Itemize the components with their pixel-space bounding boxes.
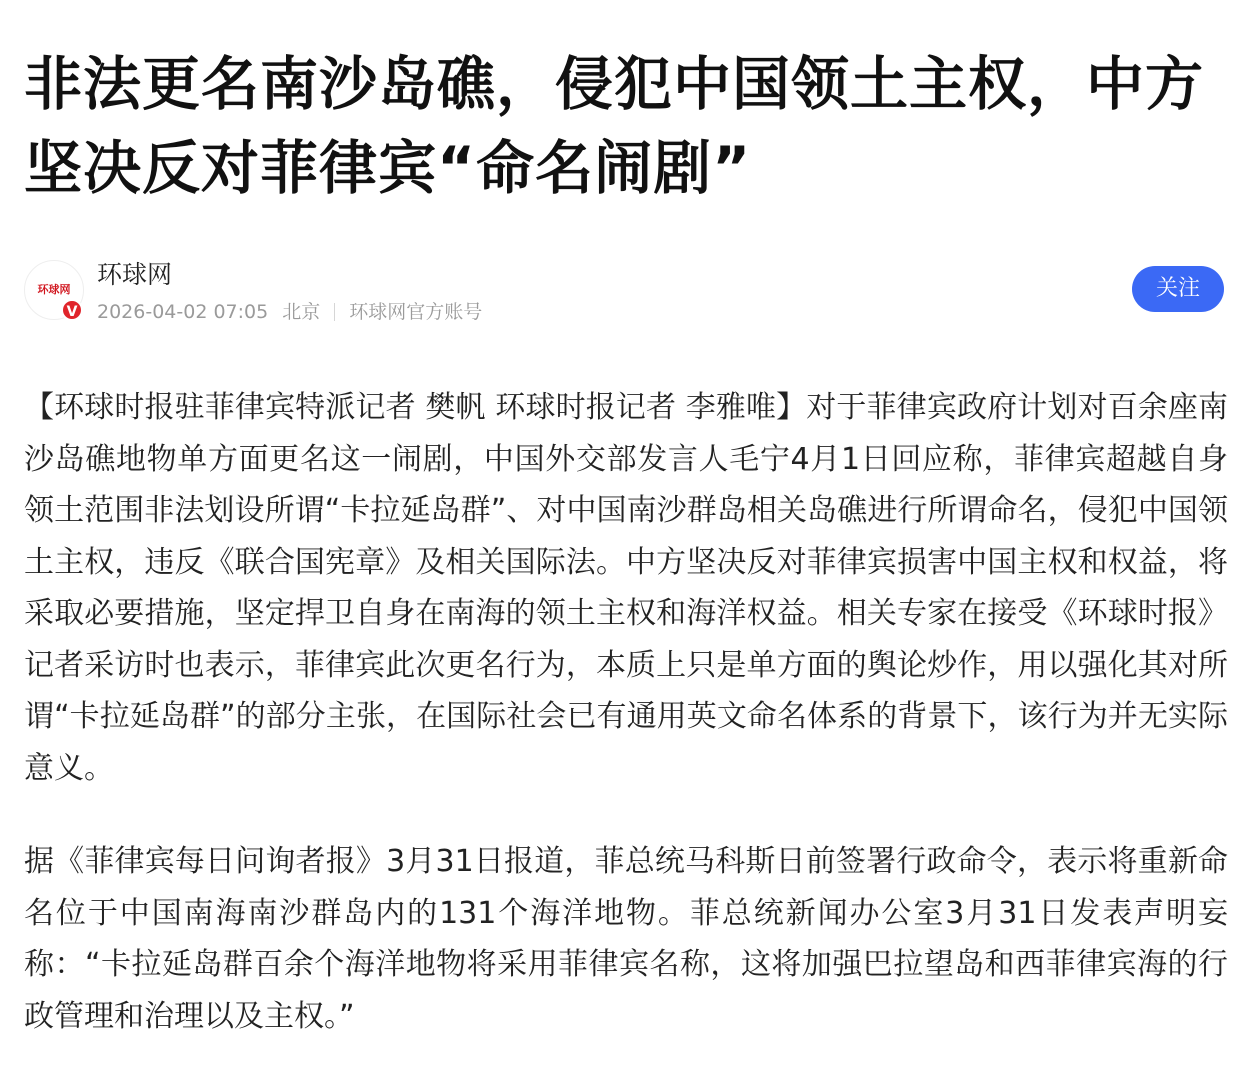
author-avatar[interactable] [24,260,84,320]
huanqiu-logo-icon: 环球网 [37,283,71,296]
article-paragraph: 据《菲律宾每日问询者报》3月31日报道，菲总统马科斯日前签署行政命令，表示将重新命名位于中国南海南沙群岛内的131个海洋地物。菲总统新闻办公室3月31日发表声明妄称：“卡拉延岛群百余个海洋地物将采用菲律宾名称，这将加强巴拉望岛和西菲律宾海的行政管理和治理以及主权。” [24,844,1228,1034]
verified-icon: V [61,299,83,321]
follow-button[interactable]: 关注 [1132,266,1224,312]
publish-datetime: 2026-04-02 07:05 [97,301,269,323]
author-row [24,256,1232,328]
author-name[interactable]: 环球网 [97,260,173,289]
article-paragraph: 【环球时报驻菲律宾特派记者 樊帆 环球时报记者 李雅唯】对于菲律宾政府计划对百余座南沙岛礁地物单方面更名这一闹剧，中国外交部发言人毛宁4月1日回应称，菲律宾超越自身领土范围非法划设所谓“卡拉延岛群”、对中国南沙群岛相关岛礁进行所谓命名，侵犯中国领土主权，违反《联合国宪章》及相关国际法。中方坚决反对菲律宾损害中国主权和权益，将采取必要措施，坚定捍卫自身在南海的领土主权和海洋权益。相关专家在接受《环球时报》记者采访时也表示，菲律宾此次更名行为，本质上只是单方面的舆论炒作，用以强化其对所谓“卡拉延岛群”的部分主张，在国际社会已有通用英文命名体系的背景下，该行为并无实际意义。 [24,390,1228,786]
article-title: 非法更名南沙岛礁，侵犯中国领土主权，中方坚决反对菲律宾“命名闹剧” [24,50,1205,202]
publish-location: 北京 [282,301,321,323]
account-type: 环球网官方账号 [349,301,483,323]
meta-divider [334,303,335,321]
article-meta [97,298,482,326]
